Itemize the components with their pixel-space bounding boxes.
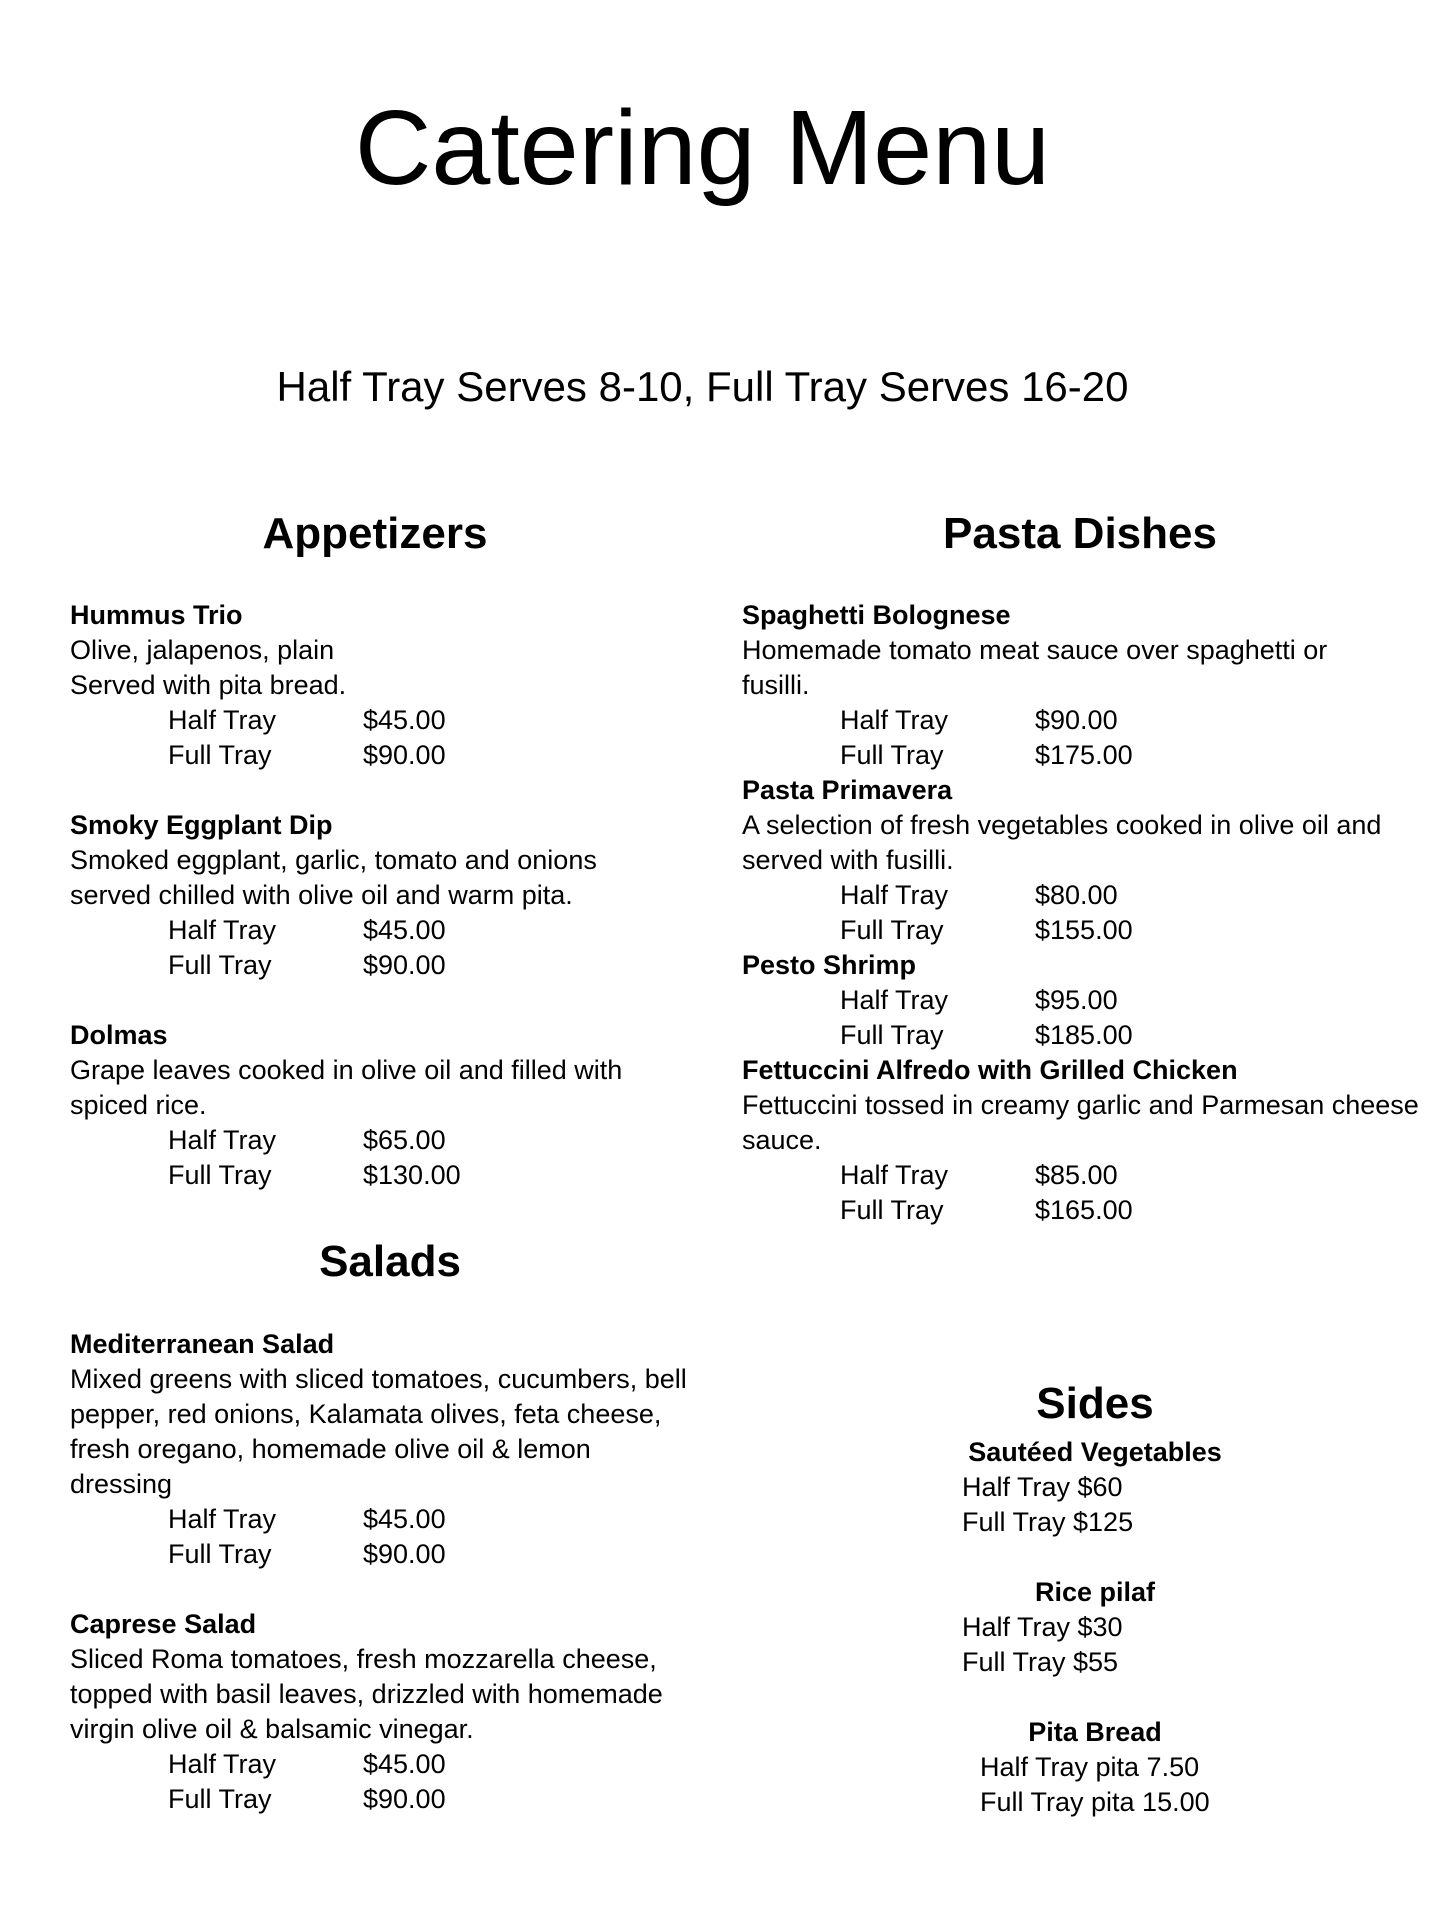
item-name: Dolmas xyxy=(70,1020,168,1050)
half-tray-row xyxy=(70,1747,730,1782)
item-description: Olive, jalapenos, plain xyxy=(70,635,335,665)
half-tray-price: $45.00 xyxy=(363,1749,446,1779)
item-name: Hummus Trio xyxy=(70,600,243,630)
half-tray-row xyxy=(70,703,710,738)
side-half-tray-price: Half Tray pita 7.50 xyxy=(980,1752,1200,1782)
full-tray-row xyxy=(70,1158,710,1193)
item-description: served chilled with olive oil and warm pita. xyxy=(70,880,573,910)
item-description: spiced rice. xyxy=(70,1090,207,1120)
side-item-rice-pilaf xyxy=(930,1575,1260,1680)
item-description: virgin olive oil & balsamic vinegar. xyxy=(70,1714,474,1744)
full-tray-row xyxy=(70,738,710,773)
item-description: topped with basil leaves, drizzled with homemade xyxy=(70,1679,663,1709)
menu-item-spaghetti-bolognese xyxy=(742,598,1422,773)
menu-item-pesto-shrimp xyxy=(742,948,1422,1053)
page-title: Catering Menu xyxy=(354,89,1051,207)
menu-item-mediterranean-salad xyxy=(70,1327,730,1572)
full-tray-price: $130.00 xyxy=(363,1160,461,1190)
spacer xyxy=(70,773,710,808)
full-tray-price: $155.00 xyxy=(1035,915,1133,945)
full-tray-row xyxy=(70,1782,730,1817)
item-name: Spaghetti Bolognese xyxy=(742,600,1011,630)
spacer xyxy=(70,1572,730,1607)
full-tray-label: Full Tray xyxy=(840,915,944,945)
item-name: Fettuccini Alfredo with Grilled Chicken xyxy=(742,1055,1238,1085)
item-description: sauce. xyxy=(742,1125,822,1155)
item-description: fusilli. xyxy=(742,670,810,700)
half-tray-row xyxy=(742,1158,1422,1193)
half-tray-label: Half Tray xyxy=(168,1125,277,1155)
full-tray-row xyxy=(742,1193,1422,1228)
full-tray-row xyxy=(742,1018,1422,1053)
half-tray-label: Half Tray xyxy=(840,880,949,910)
item-description: fresh oregano, homemade olive oil & lemon xyxy=(70,1434,591,1464)
side-name: Sautéed Vegetables xyxy=(968,1437,1222,1467)
item-description: A selection of fresh vegetables cooked in olive oil and xyxy=(742,810,1382,840)
item-description: Mixed greens with sliced tomatoes, cucumbers, bell xyxy=(70,1364,687,1394)
full-tray-price: $175.00 xyxy=(1035,740,1133,770)
full-tray-price: $185.00 xyxy=(1035,1020,1133,1050)
half-tray-label: Half Tray xyxy=(168,1504,277,1534)
half-tray-row xyxy=(742,703,1422,738)
spacer xyxy=(930,1680,1260,1715)
item-description: Sliced Roma tomatoes, fresh mozzarella cheese, xyxy=(70,1644,657,1674)
full-tray-row xyxy=(70,948,710,983)
item-description: pepper, red onions, Kalamata olives, feta cheese, xyxy=(70,1399,662,1429)
full-tray-label: Full Tray xyxy=(840,740,944,770)
half-tray-label: Half Tray xyxy=(840,705,949,735)
side-full-tray-price: Full Tray $55 xyxy=(962,1647,1119,1677)
half-tray-label: Half Tray xyxy=(840,1160,949,1190)
half-tray-price: $85.00 xyxy=(1035,1160,1118,1190)
side-item-pita-bread xyxy=(930,1715,1260,1820)
half-tray-label: Half Tray xyxy=(168,1749,277,1779)
menu-item-pasta-primavera xyxy=(742,773,1422,948)
item-description: Grape leaves cooked in olive oil and filled with xyxy=(70,1055,623,1085)
half-tray-row xyxy=(70,913,710,948)
menu-item-hummus-trio xyxy=(70,598,710,773)
half-tray-price: $45.00 xyxy=(363,915,446,945)
item-name: Pasta Primavera xyxy=(742,775,953,805)
item-name: Mediterranean Salad xyxy=(70,1329,335,1359)
side-full-tray-price: Full Tray pita 15.00 xyxy=(980,1787,1210,1817)
salads-list xyxy=(70,1327,730,1817)
item-name: Caprese Salad xyxy=(70,1609,257,1639)
half-tray-price: $90.00 xyxy=(1035,705,1118,735)
item-description: dressing xyxy=(70,1469,173,1499)
half-tray-label: Half Tray xyxy=(168,705,277,735)
half-tray-row xyxy=(70,1502,730,1537)
pasta-heading: Pasta Dishes xyxy=(943,509,1217,558)
sides-heading: Sides xyxy=(1036,1379,1154,1428)
menu-item-caprese-salad xyxy=(70,1607,730,1817)
salads-heading: Salads xyxy=(319,1237,461,1286)
full-tray-label: Full Tray xyxy=(168,1784,272,1814)
full-tray-label: Full Tray xyxy=(168,1160,272,1190)
full-tray-row xyxy=(70,1537,730,1572)
half-tray-label: Half Tray xyxy=(168,915,277,945)
half-tray-row xyxy=(742,878,1422,913)
full-tray-price: $90.00 xyxy=(363,950,446,980)
sides-list xyxy=(930,1435,1260,1820)
half-tray-price: $95.00 xyxy=(1035,985,1118,1015)
half-tray-price: $45.00 xyxy=(363,1504,446,1534)
half-tray-price: $45.00 xyxy=(363,705,446,735)
item-description: Served with pita bread. xyxy=(70,670,347,700)
half-tray-label: Half Tray xyxy=(840,985,949,1015)
half-tray-row xyxy=(70,1123,710,1158)
full-tray-label: Full Tray xyxy=(168,950,272,980)
full-tray-row xyxy=(742,738,1422,773)
full-tray-label: Full Tray xyxy=(168,740,272,770)
full-tray-price: $165.00 xyxy=(1035,1195,1133,1225)
full-tray-price: $90.00 xyxy=(363,1784,446,1814)
item-description: Homemade tomato meat sauce over spaghetti or xyxy=(742,635,1328,665)
side-name: Pita Bread xyxy=(1028,1717,1162,1747)
item-name: Smoky Eggplant Dip xyxy=(70,810,333,840)
side-half-tray-price: Half Tray $60 xyxy=(962,1472,1123,1502)
half-tray-price: $80.00 xyxy=(1035,880,1118,910)
side-full-tray-price: Full Tray $125 xyxy=(962,1507,1134,1537)
full-tray-price: $90.00 xyxy=(363,1539,446,1569)
appetizers-list xyxy=(70,598,710,1193)
item-description: served with fusilli. xyxy=(742,845,954,875)
full-tray-label: Full Tray xyxy=(840,1195,944,1225)
menu-item-dolmas xyxy=(70,1018,710,1193)
full-tray-price: $90.00 xyxy=(363,740,446,770)
item-description: Fettuccini tossed in creamy garlic and Parmesan cheese xyxy=(742,1090,1419,1120)
item-description: Smoked eggplant, garlic, tomato and onions xyxy=(70,845,597,875)
half-tray-row xyxy=(742,983,1422,1018)
serving-note: Half Tray Serves 8-10, Full Tray Serves 16-20 xyxy=(276,363,1129,410)
full-tray-row xyxy=(742,913,1422,948)
side-name: Rice pilaf xyxy=(1034,1577,1156,1607)
half-tray-price: $65.00 xyxy=(363,1125,446,1155)
appetizers-heading: Appetizers xyxy=(262,509,488,558)
spacer xyxy=(70,983,710,1018)
menu-item-fettuccini-alfredo xyxy=(742,1053,1422,1228)
full-tray-label: Full Tray xyxy=(168,1539,272,1569)
item-name: Pesto Shrimp xyxy=(742,950,917,980)
spacer xyxy=(930,1540,1260,1575)
side-half-tray-price: Half Tray $30 xyxy=(962,1612,1123,1642)
full-tray-label: Full Tray xyxy=(840,1020,944,1050)
menu-item-smoky-eggplant-dip xyxy=(70,808,710,983)
pasta-list xyxy=(742,598,1422,1228)
side-item-sauteed-vegetables xyxy=(930,1435,1260,1540)
